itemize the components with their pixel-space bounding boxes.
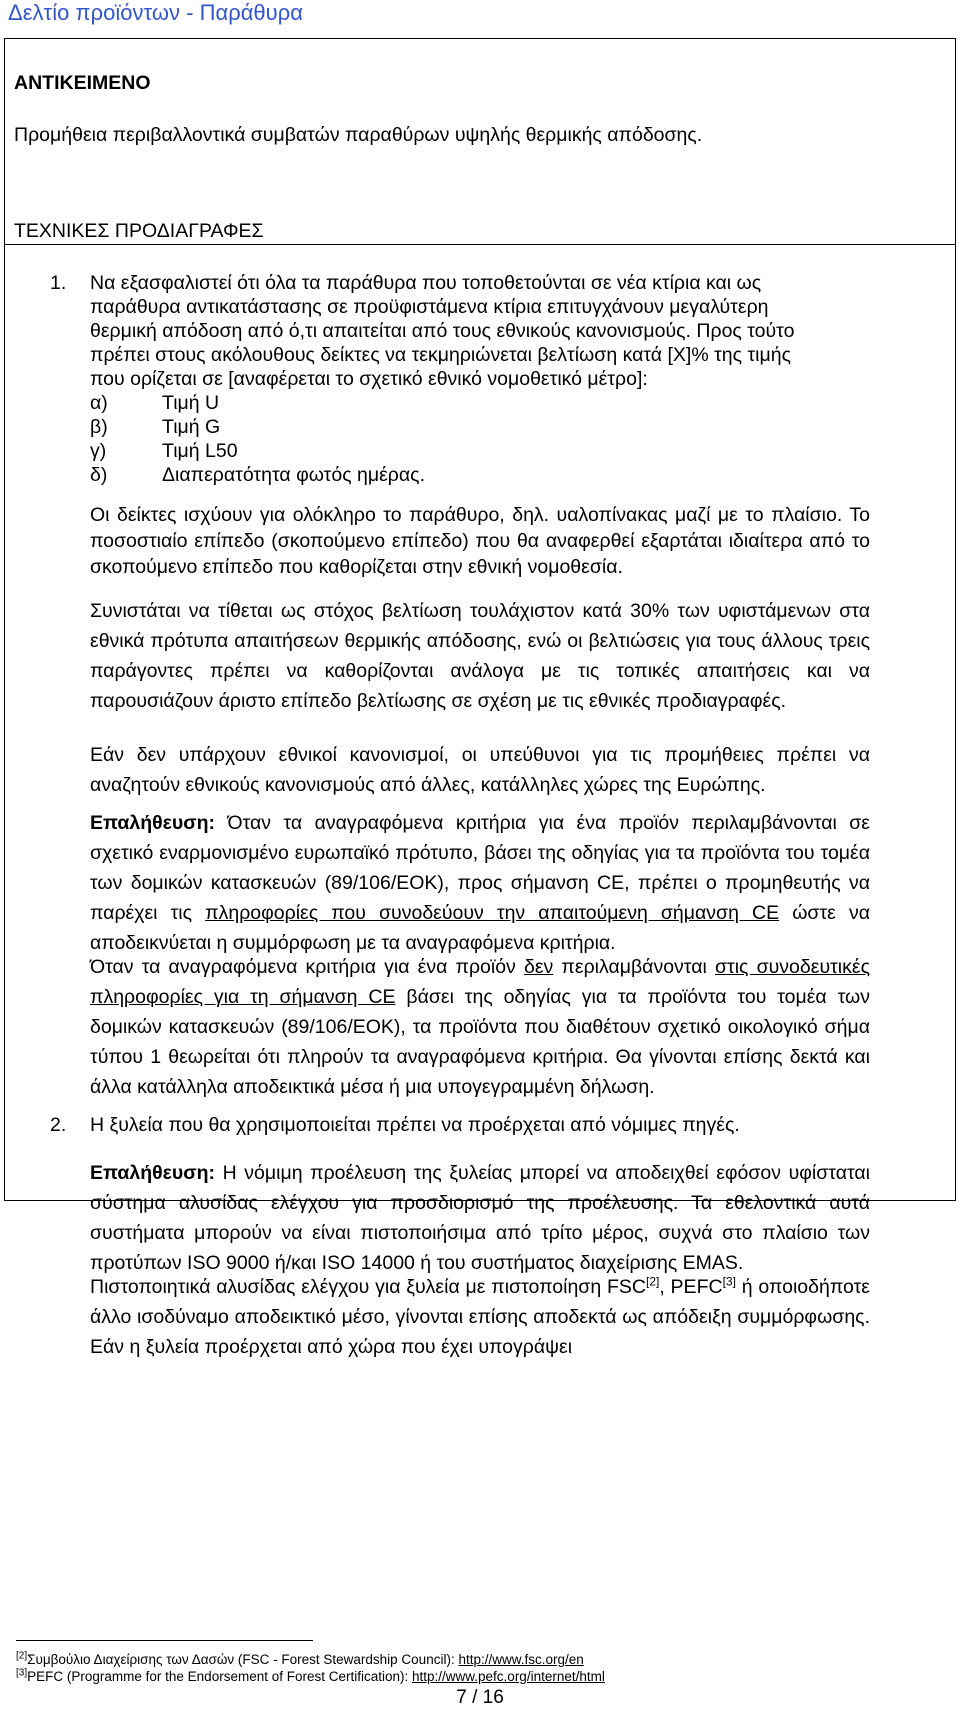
page-number: 7 / 16 [456,1687,504,1708]
list-marker: δ) [90,464,108,486]
specs-heading: ΤΕΧΝΙΚΕΣ ΠΡΟΔΙΑΓΡΑΦΕΣ [14,220,264,242]
footnote-text: PEFC (Programme for the Endorsement of Forest Certification): [27,1669,413,1684]
document-title: Δελτίο προϊόντων - Παράθυρα [8,0,303,25]
subject-heading: ΑΝΤΙΚΕΙΜΕΝΟ [14,72,151,94]
certification-text: Πιστοποιητικά αλυσίδας ελέγχου για ξυλεία με πιστοποίηση FSC [90,1276,646,1298]
footnote-marker: [3] [16,1667,28,1679]
footnote-link[interactable]: http://www.fsc.org/en [458,1652,584,1667]
footnote-ref[interactable]: [3] [722,1274,736,1289]
list-marker: β) [90,416,108,438]
footnote-text: Συμβούλιο Διαχείρισης των Δασών (FSC - Forest Stewardship Council): [27,1652,459,1667]
list-item: Διαπερατότητα φωτός ημέρας. [162,464,425,486]
subject-text: Προμήθεια περιβαλλοντικά συμβατών παραθύρων υψηλής θερμικής απόδοσης. [14,124,703,146]
verification-text: Όταν τα αναγραφόμενα κριτήρια για ένα προϊόν περιλαμβάνονται σε σχετικό εναρμονισμένο ευρωπαϊκό πρότυπο, βάσει της οδηγίας για τα προϊόντα του τομέα των δομικών κατασκευών (89/106/ΕΟΚ), προς σήμανση CE, πρέπει ο προμηθευτής να παρέχει τις [90,812,870,924]
item-1-line: θερμική απόδοση από ό,τι απαιτείται από τους εθνικούς κανονισμούς. Προς τούτο [90,320,795,342]
list-item: Τιμή G [162,416,221,438]
footnote-marker: [2] [16,1650,28,1662]
no-ce-text: βάσει της οδηγίας για τα προϊόντα του τομέα των δομικών κατασκευών (89/106/ΕΟΚ), τα προϊόντα που διαθέτουν σχετικό οικολογικό σήμα τύπου 1 θεωρείται ότι πληρούν τα αναγραφόμενα κριτήρια. Θα γίνονται επίσης δεκτά και άλλα κατάλληλα αποδεικτικά μέσα ή μια υπογεγραμμένη δήλωση. [90,986,870,1098]
no-national-rules-paragraph: Εάν δεν υπάρχουν εθνικοί κανονισμοί, οι υπεύθυνοι για τις προμήθειες πρέπει να αναζητούν εθνικούς κανονισμούς από άλλες, κατάλληλες χώρες της Ευρώπης. [90,744,870,796]
footnote-ref[interactable]: [2] [645,1274,660,1289]
no-ce-paragraph [90,952,870,1102]
footnote-link[interactable]: http://www.pefc.org/internet/html [412,1669,605,1684]
footnote-separator [16,1640,313,1641]
certification-text: ή οποιοδήποτε άλλο ισοδύναμο αποδεικτικό μέσο, γίνονται επίσης αποδεκτά ως απόδειξη συμμόρφωσης. Εάν η ξυλεία προέρχεται από χώρα που έχει υπογράψει [90,1276,870,1358]
indicators-paragraph: Οι δείκτες ισχύουν για ολόκληρο το παράθυρο, δηλ. υαλοπίνακας μαζί με το πλαίσιο. Το ποσοστιαίο επίπεδο (σκοπούμενο επίπεδο) που θα αναφερθεί εξαρτάται ιδιαίτερα από το σκοπούμενο επίπεδο που καθορίζεται στην εθνική νομοθεσία. [90,504,870,578]
verification-label: Επαλήθευση: [90,1162,216,1184]
verification-text: Η νόμιμη προέλευση της ξυλείας μπορεί να αποδειχθεί εφόσον υφίσταται σύστημα αλυσίδας ελέγχου για προσδιορισμό της προέλευσης. Τα εθελοντικά αυτά συστήματα μπορούν να είναι πιστοποιήσιμα από τρίτο μέρος, συχνά στο πλαίσιο των προτύπων ISO 9000 ή/και ISO 14000 ή του συστήματος διαχείρισης EMAS. [90,1162,870,1274]
ce-marking-info: πληροφορίες που συνοδεύουν την απαιτούμενη σήμανση CE [205,902,780,924]
verification-paragraph-1 [90,808,870,958]
verification-text: ώστε να αποδεικνύεται η συμμόρφωση με τα αναγραφόμενα κριτήρια. [90,902,870,954]
verification-label: Επαλήθευση: [90,812,216,834]
item-2-number: 2. [50,1114,67,1136]
footnote [16,1651,584,1668]
recommendation-paragraph: Συνιστάται να τίθεται ως στόχος βελτίωση τουλάχιστον κατά 30% των υφιστάμενων στα εθνικά πρότυπα απαιτήσεων θερμικής απόδοσης, ενώ οι βελτιώσεις για τους άλλους τρεις παράγοντες πρέπει να καθορίζονται ανάλογα με τις τοπικές απαιτήσεις και να παρουσιάζουν άριστο επίπεδο βελτίωσης σε σχέση με τις εθνικές προδιαγραφές. [90,600,870,712]
list-item: Τιμή U [162,392,220,414]
item-1-line: που ορίζεται σε [αναφέρεται το σχετικό εθνικό νομοθετικό μέτρο]: [90,368,648,390]
certification-paragraph [90,1272,870,1362]
item-1-line: παράθυρα αντικατάστασης σε προϋφιστάμενα κτίρια επιτυγχάνουν μεγαλύτερη [90,296,769,318]
list-marker: α) [90,392,108,414]
list-item: Τιμή L50 [162,440,238,462]
emphasis-not: δεν [523,956,554,978]
certification-text: , PEFC [659,1276,723,1298]
verification-paragraph-2 [90,1158,870,1278]
item-1-line: πρέπει στους ακόλουθους δείκτες να τεκμηριώνεται βελτίωση κατά [X]% της τιμής [90,344,791,366]
item-1-number: 1. [50,272,67,294]
list-marker: γ) [90,440,107,462]
item-1-line: Να εξασφαλιστεί ότι όλα τα παράθυρα που τοποθετούνται σε νέα κτίρια και ως [90,272,762,294]
footnote [16,1668,605,1685]
no-ce-text: περιλαμβάνονται [553,956,715,978]
ce-accompanying-info: στις συνοδευτικές πληροφορίες για τη σήμανση CE [90,956,870,1008]
no-ce-text: Όταν τα αναγραφόμενα κριτήρια για ένα προϊόν [90,956,524,978]
item-2-text: Η ξυλεία που θα χρησιμοποιείται πρέπει να προέρχεται από νόμιμες πηγές. [90,1114,740,1136]
